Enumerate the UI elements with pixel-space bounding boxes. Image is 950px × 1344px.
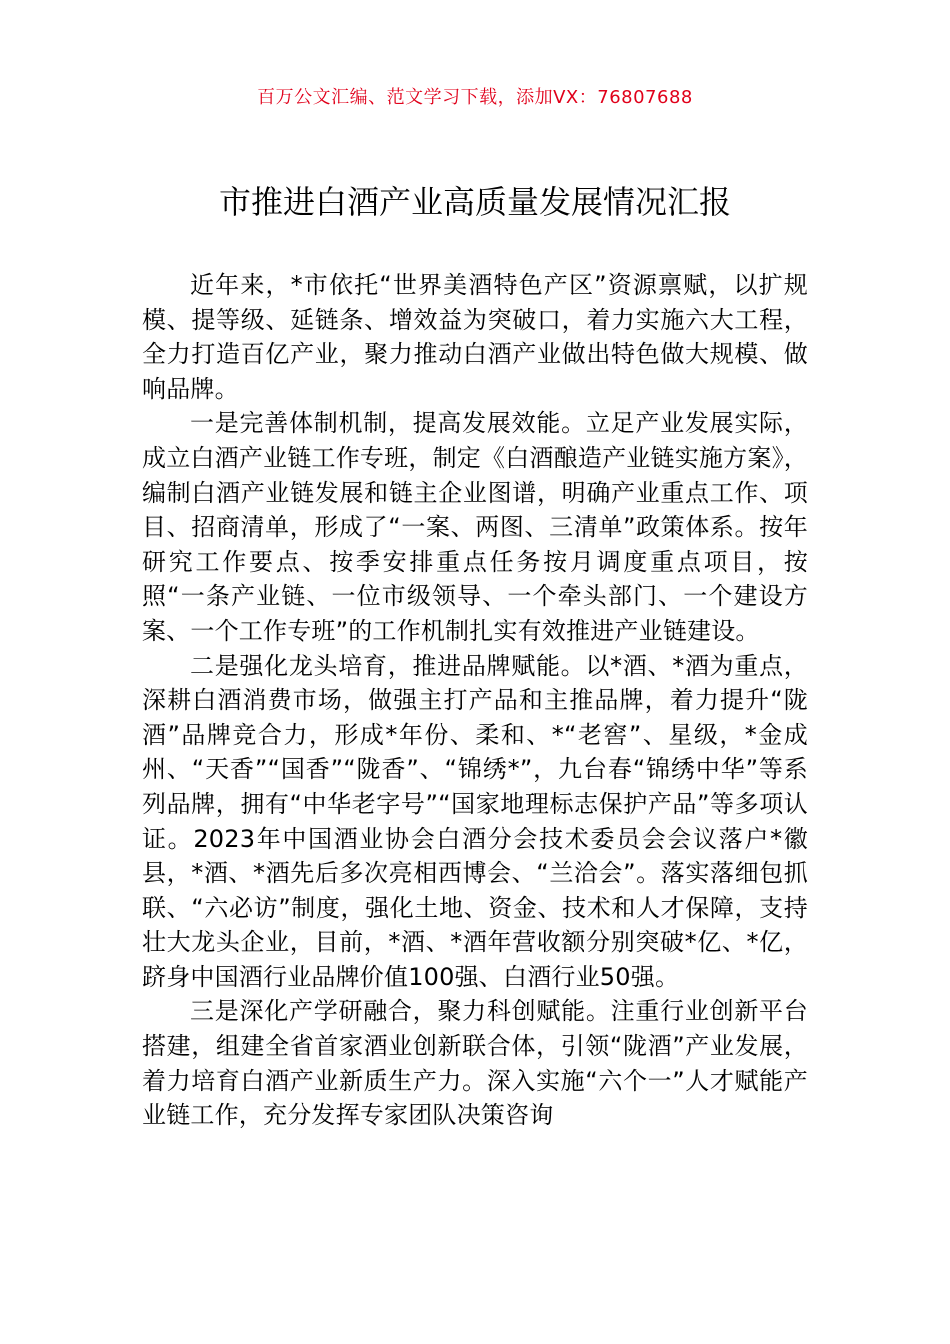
paragraph-three: 三是深化产学研融合，聚力科创赋能。注重行业创新平台搭建，组建全省首家酒业创新联合体，引领“陇酒”产业发展，着力培育白酒产业新质生产力。深入实施“六个一”人才赋能产业链工作，充分发挥专家团队决策咨询 [142, 997, 808, 1130]
paragraph-two: 二是强化龙头培育，推进品牌赋能。以*酒、*酒为重点，深耕白酒消费市场，做强主打产品和主推品牌，着力提升“陇酒”品牌竞合力，形成*年份、柔和、*“老窖”、星级，*金成州、“天香”“国香”“陇香”、“锦绣*”，九台春“锦绣中华”等系列品牌，拥有“中华老字号”“国家地理标志保护产品”等多项认证。2023年中国酒业协会白酒分会技术委员会会议落户*徽县，*酒、*酒先后多次亮相西博会、“兰洽会”。落实落细包抓联、“六必访”制度，强化土地、资金、技术和人才保障，支持壮大龙头企业，目前，*酒、*酒年营收额分别突破*亿、*亿，跻身中国酒行业品牌价值100强、白酒行业50强。 [142, 651, 808, 991]
document-body [142, 268, 808, 1133]
paragraph-one: 一是完善体制机制，提高发展效能。立足产业发展实际，成立白酒产业链工作专班，制定《白酒酿造产业链实施方案》，编制白酒产业链发展和链主企业图谱，明确产业重点工作、项目、招商清单，形成了“一案、两图、三清单”政策体系。按年研究工作要点、按季安排重点任务按月调度重点项目，按照“一条产业链、一位市级领导、一个牵头部门、一个建设方案、一个工作专班”的工作机制扎实有效推进产业链建设。 [142, 409, 808, 645]
paragraph-intro: 近年来，*市依托“世界美酒特色产区”资源禀赋，以扩规模、提等级、延链条、增效益为突破口，着力实施六大工程，全力打造百亿产业，聚力推动白酒产业做出特色做大规模、做响品牌。 [142, 271, 808, 403]
header-note: 百万公文汇编、范文学习下载，添加VX：76807688 [257, 87, 693, 108]
document-title: 市推进白酒产业高质量发展情况汇报 [218, 183, 731, 221]
